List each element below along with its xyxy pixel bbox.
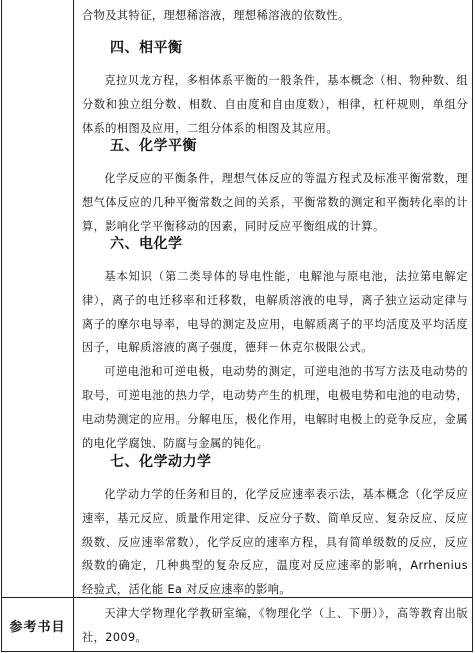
top-fragment-block bbox=[82, 4, 468, 28]
top-fragment-text: 合物及其特征，理想稀溶液，理想稀溶液的依数性。 bbox=[82, 9, 350, 22]
section-paragraph: 基本知识（第二类导体的导电性能，电解池与原电池，法拉第电解定律），离子的电迁移率和迁移数，电解质溶液的电导，离子独立运动定律与离子的摩尔电导率，电导的测定及应用，电解质离子的平均活度及平均活度因子，电解质溶液的离子强度，德拜－休克尔极限公式。 bbox=[82, 270, 468, 355]
section-paragraph: 化学反应的平衡条件，理想气体反应的等温方程式及标准平衡常数，理想气体反应的几种平衡常数之间的关系，平衡常数的测定和平衡转化率的计算，影响化学平衡移动的因素，同时反应平衡组成的计算。 bbox=[82, 172, 468, 233]
section-heading: 六、电化学 bbox=[110, 236, 183, 252]
section-chemical-equilibrium bbox=[82, 134, 468, 238]
column-divider bbox=[73, 0, 74, 652]
section-chemical-kinetics bbox=[82, 450, 468, 602]
section-heading: 四、相平衡 bbox=[110, 40, 183, 56]
section-heading: 五、化学平衡 bbox=[110, 138, 197, 154]
section-electrochemistry bbox=[82, 232, 468, 455]
reference-block bbox=[82, 602, 468, 650]
section-paragraph: 可逆电池和可逆电极，电动势的测定，可逆电池的书写方法及电动势的取号，可逆电池的热力学，电动势产生的机理，电极电势和电池的电动势，电动势测定的应用。分解电压，极化作用，电解时电极上的竞争反应，金属的电化学腐蚀、防腐与金属的钝化。 bbox=[82, 365, 468, 450]
section-paragraph: 克拉贝龙方程，多相体系平衡的一般条件，基本概念（相、物种数、组分数和独立组分数、相数、自由度和自由度数），相律，杠杆规则，单组分体系的相图及应用，二组分体系的相图及其应用。 bbox=[82, 74, 468, 135]
section-paragraph: 化学动力学的任务和目的，化学反应速率表示法，基本概念（化学反应速率，基元反应、质量作用定律、反应分子数、简单反应、复杂反应、反应级数、反应速率常数），化学反应的速率方程，具有简单级数的反应，反应级数的确定，几种典型的复杂反应，温度对反应速率的影响，Arrhenius 经验式，活化能 Ea 对反应速率的影响。 bbox=[82, 488, 468, 597]
reference-label: 参考书目 bbox=[9, 619, 66, 635]
section-heading: 七、化学动力学 bbox=[110, 454, 212, 470]
reference-text: 天津大学物理化学教研室编，《物理化学（上、下册）》，高等教育出版社，2009。 bbox=[82, 607, 468, 644]
section-phase-equilibrium bbox=[82, 36, 468, 140]
